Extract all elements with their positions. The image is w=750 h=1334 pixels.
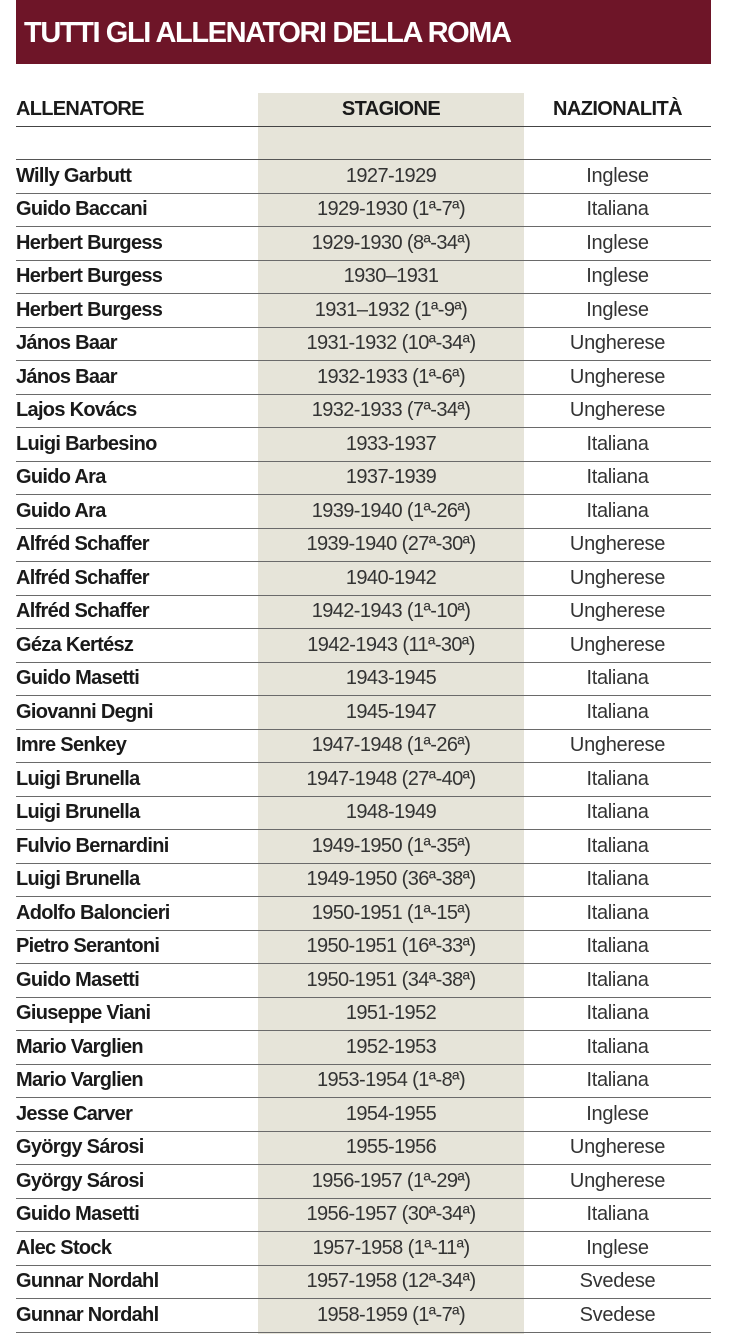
season-cell: 1927-1929 bbox=[345, 164, 437, 187]
table-row bbox=[16, 1199, 711, 1233]
nationality-cell: Italiana bbox=[586, 499, 649, 522]
table-row bbox=[16, 998, 711, 1032]
coach-cell: János Baar bbox=[16, 365, 117, 388]
season-cell: 1958-1959 (1ª-7ª) bbox=[316, 1303, 466, 1326]
table-row bbox=[16, 194, 711, 228]
coach-cell: Guido Masetti bbox=[16, 968, 140, 991]
nationality-cell: Ungherese bbox=[569, 1169, 666, 1192]
nationality-cell: Inglese bbox=[586, 1102, 649, 1125]
nationality-cell: Italiana bbox=[586, 868, 649, 891]
season-cell: 1929-1930 (8ª-34ª) bbox=[311, 231, 471, 254]
header-season: STAGIONE bbox=[341, 98, 441, 120]
coach-cell: Willy Garbutt bbox=[16, 164, 132, 187]
coach-cell: Alfréd Schaffer bbox=[16, 600, 149, 623]
coach-cell: János Baar bbox=[16, 332, 117, 355]
season-cell: 1950-1951 (1ª-15ª) bbox=[311, 901, 471, 924]
coach-cell: Alfréd Schaffer bbox=[16, 566, 149, 589]
nationality-cell: Italiana bbox=[586, 432, 649, 455]
coach-cell: Imre Senkey bbox=[16, 734, 127, 757]
season-cell: 1953-1954 (1ª-8ª) bbox=[316, 1069, 466, 1092]
season-cell: 1939-1940 (1ª-26ª) bbox=[311, 499, 471, 522]
season-cell: 1952-1953 bbox=[345, 1035, 437, 1058]
season-cell: 1932-1933 (7ª-34ª) bbox=[311, 399, 471, 422]
table-row bbox=[16, 897, 711, 931]
table-row bbox=[16, 964, 711, 998]
coach-cell: Alec Stock bbox=[16, 1236, 112, 1259]
table-row bbox=[16, 730, 711, 764]
table-row bbox=[16, 495, 711, 529]
nationality-cell: Italiana bbox=[586, 901, 649, 924]
table-header bbox=[16, 93, 711, 127]
season-cell: 1947-1948 (1ª-26ª) bbox=[311, 734, 471, 757]
nationality-cell: Ungherese bbox=[569, 566, 666, 589]
nationality-cell: Italiana bbox=[586, 834, 649, 857]
season-cell: 1942-1943 (1ª-10ª) bbox=[311, 600, 471, 623]
nationality-cell: Italiana bbox=[586, 1002, 649, 1025]
nationality-cell: Inglese bbox=[586, 1236, 649, 1259]
table-row bbox=[16, 1132, 711, 1166]
season-cell: 1933-1937 bbox=[345, 432, 437, 455]
coach-cell: Géza Kertész bbox=[16, 633, 134, 656]
coach-cell: György Sárosi bbox=[16, 1169, 144, 1192]
table-row bbox=[16, 328, 711, 362]
coach-cell: György Sárosi bbox=[16, 1136, 144, 1159]
table-row bbox=[16, 1299, 711, 1333]
table-row bbox=[16, 763, 711, 797]
season-cell: 1955-1956 bbox=[345, 1136, 437, 1159]
nationality-cell: Italiana bbox=[586, 1069, 649, 1092]
header-nationality: NAZIONALITÀ bbox=[553, 98, 682, 120]
coach-cell: Giovanni Degni bbox=[16, 700, 153, 723]
season-cell: 1945-1947 bbox=[345, 700, 437, 723]
season-cell: 1951-1952 bbox=[345, 1002, 437, 1025]
nationality-cell: Ungherese bbox=[569, 332, 666, 355]
nationality-cell: Ungherese bbox=[569, 734, 666, 757]
nationality-cell: Inglese bbox=[586, 298, 649, 321]
coach-cell: Fulvio Bernardini bbox=[16, 834, 169, 857]
table-row bbox=[16, 864, 711, 898]
table-row bbox=[16, 596, 711, 630]
season-cell: 1948-1949 bbox=[345, 801, 437, 824]
nationality-cell: Ungherese bbox=[569, 633, 666, 656]
coach-cell: Alfréd Schaffer bbox=[16, 533, 149, 556]
table-row bbox=[16, 1232, 711, 1266]
season-cell: 1930–1931 bbox=[343, 265, 439, 288]
table-spacer-row bbox=[16, 127, 711, 160]
coach-cell: Gunnar Nordahl bbox=[16, 1303, 159, 1326]
season-cell: 1956-1957 (1ª-29ª) bbox=[311, 1169, 471, 1192]
table-body bbox=[16, 160, 711, 1333]
header-coach: ALLENATORE bbox=[16, 98, 144, 120]
season-cell: 1950-1951 (34ª-38ª) bbox=[306, 968, 476, 991]
table-row bbox=[16, 797, 711, 831]
coach-cell: Adolfo Baloncieri bbox=[16, 901, 170, 924]
table-row bbox=[16, 395, 711, 429]
coach-cell: Gunnar Nordahl bbox=[16, 1270, 159, 1293]
coach-cell: Luigi Brunella bbox=[16, 868, 140, 891]
table-row bbox=[16, 529, 711, 563]
table-row bbox=[16, 696, 711, 730]
season-cell: 1942-1943 (11ª-30ª) bbox=[307, 633, 475, 656]
table-row bbox=[16, 1165, 711, 1199]
coach-cell: Luigi Brunella bbox=[16, 801, 140, 824]
coach-cell: Guido Masetti bbox=[16, 667, 140, 690]
nationality-cell: Svedese bbox=[579, 1270, 656, 1293]
season-cell: 1949-1950 (1ª-35ª) bbox=[311, 834, 471, 857]
coach-cell: Lajos Kovács bbox=[16, 399, 137, 422]
nationality-cell: Inglese bbox=[586, 231, 649, 254]
season-cell: 1950-1951 (16ª-33ª) bbox=[306, 935, 476, 958]
season-cell: 1943-1945 bbox=[345, 667, 437, 690]
table-row bbox=[16, 462, 711, 496]
table-row bbox=[16, 428, 711, 462]
coach-cell: Guido Masetti bbox=[16, 1203, 140, 1226]
coach-cell: Pietro Serantoni bbox=[16, 935, 160, 958]
table-row bbox=[16, 1031, 711, 1065]
coach-cell: Herbert Burgess bbox=[16, 265, 163, 288]
table-row bbox=[16, 663, 711, 697]
nationality-cell: Ungherese bbox=[569, 1136, 666, 1159]
table-row bbox=[16, 160, 711, 194]
coach-cell: Luigi Brunella bbox=[16, 767, 140, 790]
coach-cell: Giuseppe Viani bbox=[16, 1002, 151, 1025]
season-cell: 1937-1939 bbox=[345, 466, 437, 489]
page-title: TUTTI GLI ALLENATORI DELLA ROMA bbox=[24, 16, 511, 49]
nationality-cell: Italiana bbox=[586, 767, 649, 790]
table-row bbox=[16, 227, 711, 261]
season-cell: 1957-1958 (1ª-11ª) bbox=[312, 1236, 470, 1259]
table-row bbox=[16, 1266, 711, 1300]
table-row bbox=[16, 830, 711, 864]
season-cell: 1954-1955 bbox=[345, 1102, 437, 1125]
nationality-cell: Italiana bbox=[586, 935, 649, 958]
coach-cell: Mario Varglien bbox=[16, 1069, 143, 1092]
nationality-cell: Inglese bbox=[586, 265, 649, 288]
nationality-cell: Ungherese bbox=[569, 600, 666, 623]
season-cell: 1931–1932 (1ª-9ª) bbox=[314, 298, 468, 321]
table-row bbox=[16, 1065, 711, 1099]
coach-cell: Luigi Barbesino bbox=[16, 432, 157, 455]
nationality-cell: Italiana bbox=[586, 801, 649, 824]
nationality-cell: Ungherese bbox=[569, 399, 666, 422]
nationality-cell: Inglese bbox=[586, 164, 649, 187]
table-row bbox=[16, 361, 711, 395]
season-cell: 1956-1957 (30ª-34ª) bbox=[306, 1203, 476, 1226]
season-cell: 1947-1948 (27ª-40ª) bbox=[306, 767, 476, 790]
table-row bbox=[16, 1098, 711, 1132]
nationality-cell: Italiana bbox=[586, 968, 649, 991]
coach-cell: Herbert Burgess bbox=[16, 298, 163, 321]
coach-cell: Jesse Carver bbox=[16, 1102, 133, 1125]
season-cell: 1957-1958 (12ª-34ª) bbox=[306, 1270, 476, 1293]
coach-cell: Guido Baccani bbox=[16, 198, 147, 221]
nationality-cell: Ungherese bbox=[569, 365, 666, 388]
title-banner bbox=[16, 0, 711, 64]
season-cell: 1940-1942 bbox=[345, 566, 437, 589]
table-row bbox=[16, 294, 711, 328]
coach-cell: Guido Ara bbox=[16, 499, 106, 522]
nationality-cell: Italiana bbox=[586, 466, 649, 489]
season-cell: 1939-1940 (27ª-30ª) bbox=[306, 533, 476, 556]
table-row bbox=[16, 629, 711, 663]
table-row bbox=[16, 931, 711, 965]
season-cell: 1932-1933 (1ª-6ª) bbox=[316, 365, 466, 388]
nationality-cell: Italiana bbox=[586, 198, 649, 221]
season-cell: 1931-1932 (10ª-34ª) bbox=[306, 332, 476, 355]
coach-cell: Mario Varglien bbox=[16, 1035, 143, 1058]
nationality-cell: Italiana bbox=[586, 1203, 649, 1226]
table-row bbox=[16, 562, 711, 596]
nationality-cell: Italiana bbox=[586, 1035, 649, 1058]
table-row bbox=[16, 261, 711, 295]
season-cell: 1929-1930 (1ª-7ª) bbox=[316, 198, 466, 221]
season-cell: 1949-1950 (36ª-38ª) bbox=[306, 868, 476, 891]
nationality-cell: Svedese bbox=[579, 1303, 656, 1326]
nationality-cell: Ungherese bbox=[569, 533, 666, 556]
nationality-cell: Italiana bbox=[586, 667, 649, 690]
nationality-cell: Italiana bbox=[586, 700, 649, 723]
coach-cell: Guido Ara bbox=[16, 466, 106, 489]
coach-cell: Herbert Burgess bbox=[16, 231, 163, 254]
